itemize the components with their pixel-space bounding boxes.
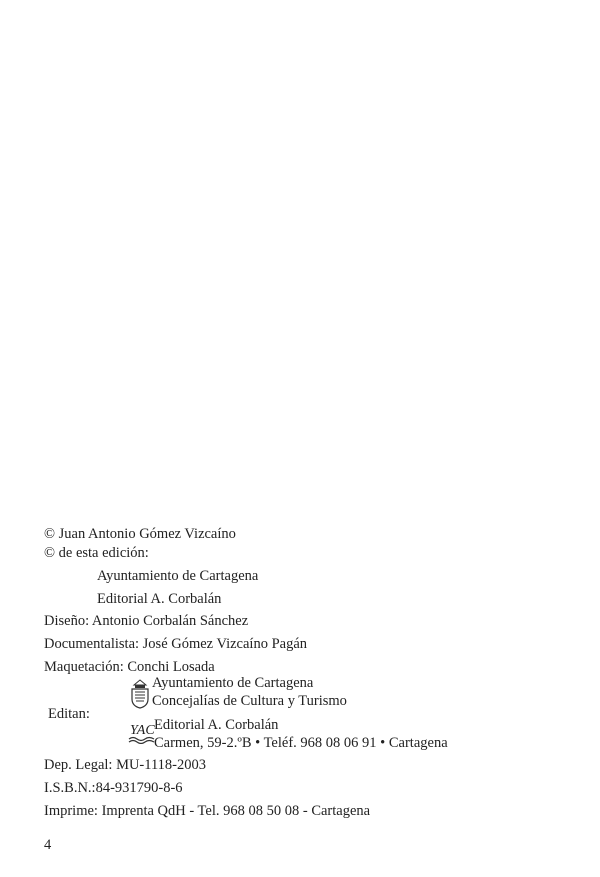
publisher-1-line-1: Ayuntamiento de Cartagena: [152, 675, 314, 691]
copyright-edition-label: © de esta edición:: [44, 545, 149, 561]
publisher-2-line-1: Editorial A. Corbalán: [154, 717, 279, 733]
yac-logo-text: YAC: [130, 723, 155, 738]
publisher-2-line-2: Carmen, 59-2.ºB • Teléf. 968 08 06 91 • Cartagena: [154, 735, 448, 751]
yac-logo-icon: [128, 720, 156, 744]
edition-holder-2: Editorial A. Corbalán: [97, 591, 222, 607]
printer-credit: Imprime: Imprenta QdH - Tel. 968 08 50 08 - Cartagena: [44, 803, 371, 819]
documentalist-credit: Documentalista: José Gómez Vizcaíno Pagán: [44, 636, 308, 652]
isbn: I.S.B.N.:84-931790-8-6: [44, 780, 183, 796]
layout-credit: Maquetación: Conchi Losada: [44, 659, 215, 675]
coat-of-arms-icon: [130, 679, 150, 709]
copyright-author: © Juan Antonio Gómez Vizcaíno: [44, 526, 236, 542]
design-credit: Diseño: Antonio Corbalán Sánchez: [44, 613, 249, 629]
edition-holder-1: Ayuntamiento de Cartagena: [97, 568, 259, 584]
legal-deposit: Dep. Legal: MU-1118-2003: [44, 757, 207, 773]
page-number: 4: [44, 837, 52, 853]
publishers-label: Editan:: [48, 706, 90, 722]
publisher-1-line-2: Concejalías de Cultura y Turismo: [152, 693, 347, 709]
